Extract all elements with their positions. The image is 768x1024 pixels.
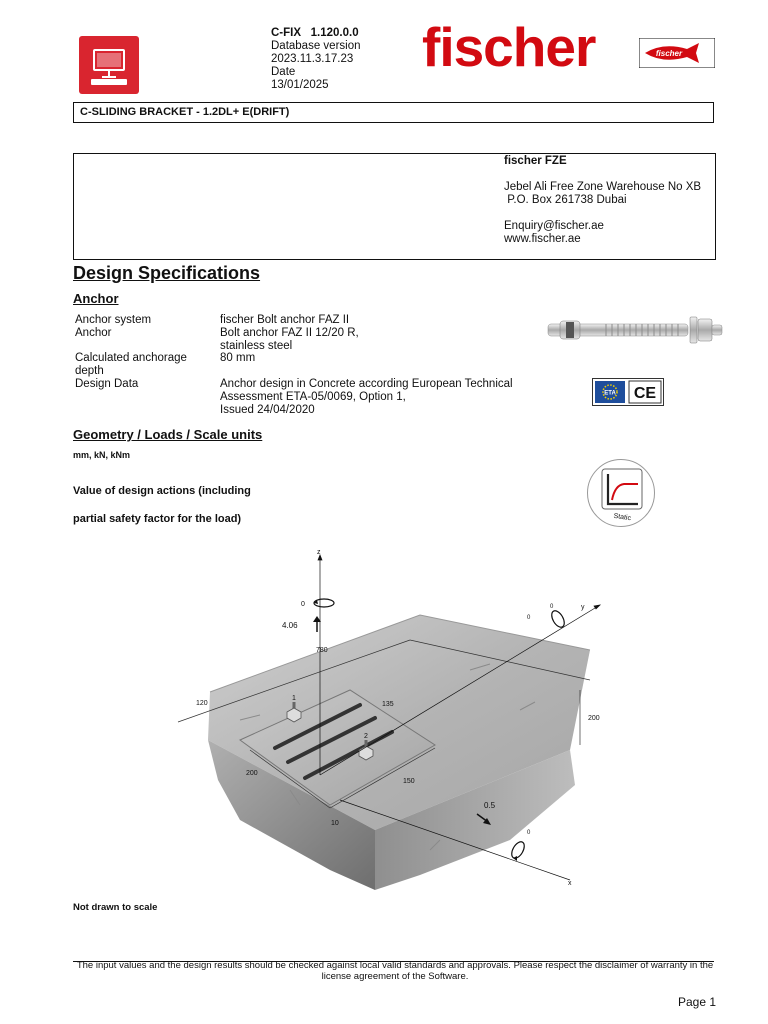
dim-120: 120 bbox=[196, 700, 208, 707]
company-email[interactable]: Enquiry@fischer.ae bbox=[504, 220, 604, 232]
spec-label-design-data: Design Data bbox=[75, 378, 139, 390]
design-actions-line1: Value of design actions (including bbox=[73, 485, 251, 497]
database-label: Database version bbox=[271, 40, 361, 52]
static-label: Static bbox=[613, 512, 632, 523]
date-value: 13/01/2025 bbox=[271, 79, 329, 91]
dim-135: 135 bbox=[382, 701, 394, 708]
spec-label-anchor: Anchor bbox=[75, 327, 112, 339]
my-value: 0 bbox=[550, 604, 554, 610]
company-website[interactable]: www.fischer.ae bbox=[504, 233, 581, 245]
moment-x-icon bbox=[509, 840, 527, 861]
spec-label-anchor-system: Anchor system bbox=[75, 314, 152, 326]
anchor-1-label: 1 bbox=[292, 695, 296, 702]
software-version bbox=[271, 27, 361, 40]
fish-badge-text: fischer bbox=[655, 49, 683, 58]
eta-ce-badge bbox=[592, 378, 664, 409]
anchor-2-label: 2 bbox=[364, 733, 368, 740]
spec-value-anchorage-depth: 80 mm bbox=[220, 352, 256, 364]
fischer-logo: fischer bbox=[422, 16, 596, 78]
design-specifications-heading: Design Specifications bbox=[73, 263, 261, 283]
geometry-heading: Geometry / Loads / Scale units bbox=[73, 427, 263, 442]
spec-value-anchor: Bolt anchor FAZ II 12/20 R, stainless steel bbox=[220, 327, 359, 352]
footer-disclaimer: The input values and the design results should be checked against local valid standards and approvals. Please respect the disclaimer of warranty in the license agreement of the Software. bbox=[76, 960, 714, 982]
vy-value: 0 bbox=[527, 615, 531, 621]
anchor-heading: Anchor bbox=[73, 291, 119, 306]
database-version: 2023.11.3.17.23 bbox=[271, 53, 354, 65]
spec-value-design-data: Anchor design in Concrete according European Technical Assessment ETA-05/0069, Option 1, Issued 24/04/2020 bbox=[220, 378, 513, 416]
address-line-1: Jebel Ali Free Zone Warehouse No XB bbox=[504, 181, 702, 193]
spec-value-anchor-system: fischer Bolt anchor FAZ II bbox=[220, 314, 350, 326]
dim-150: 150 bbox=[403, 778, 415, 785]
company-address bbox=[504, 155, 701, 246]
dim-780: 780 bbox=[316, 647, 328, 654]
app-version: 1.120.0.0 bbox=[310, 27, 359, 39]
nz-value: 4.06 bbox=[282, 621, 298, 630]
spec-label-anchorage-depth: Calculated anchorage depth bbox=[75, 352, 187, 377]
dim-200-right: 200 bbox=[588, 715, 600, 722]
software-info bbox=[271, 27, 361, 92]
eta-text: ETA bbox=[604, 390, 616, 397]
design-actions-line2: partial safety factor for the load) bbox=[73, 513, 242, 525]
project-title: C-SLIDING BRACKET - 1.2DL+ E(DRIFT) bbox=[73, 102, 714, 123]
not-to-scale-note: Not drawn to scale bbox=[73, 902, 158, 913]
page-number: Page 1 bbox=[678, 995, 717, 1009]
x-axis-label: x bbox=[568, 880, 572, 887]
mx-value: 0 bbox=[527, 830, 531, 836]
dim-10: 10 bbox=[331, 820, 339, 827]
app-name: C-FIX bbox=[271, 27, 302, 39]
anchor-plate-diagram bbox=[170, 540, 640, 898]
y-axis-label: y bbox=[581, 604, 585, 611]
address-line-2: P.O. Box 261738 Dubai bbox=[504, 194, 627, 206]
c-fix-app-icon bbox=[79, 36, 139, 94]
scale-units: mm, kN, kNm bbox=[73, 450, 131, 460]
static-load-icon bbox=[587, 459, 655, 527]
moment-y-icon bbox=[549, 609, 567, 630]
z-axis-label: z bbox=[317, 549, 321, 556]
dim-200-left: 200 bbox=[246, 770, 258, 777]
date-label: Date bbox=[271, 66, 296, 78]
ce-mark-icon: CE bbox=[633, 385, 657, 402]
vx-value: 0.5 bbox=[484, 801, 496, 810]
bolt-anchor-image bbox=[546, 313, 726, 356]
company-name: fischer FZE bbox=[504, 155, 567, 167]
fischer-fish-logo bbox=[639, 38, 715, 68]
monitor-icon bbox=[79, 36, 139, 94]
mz-value: 0 bbox=[301, 601, 305, 608]
moment-z-icon bbox=[314, 599, 334, 607]
